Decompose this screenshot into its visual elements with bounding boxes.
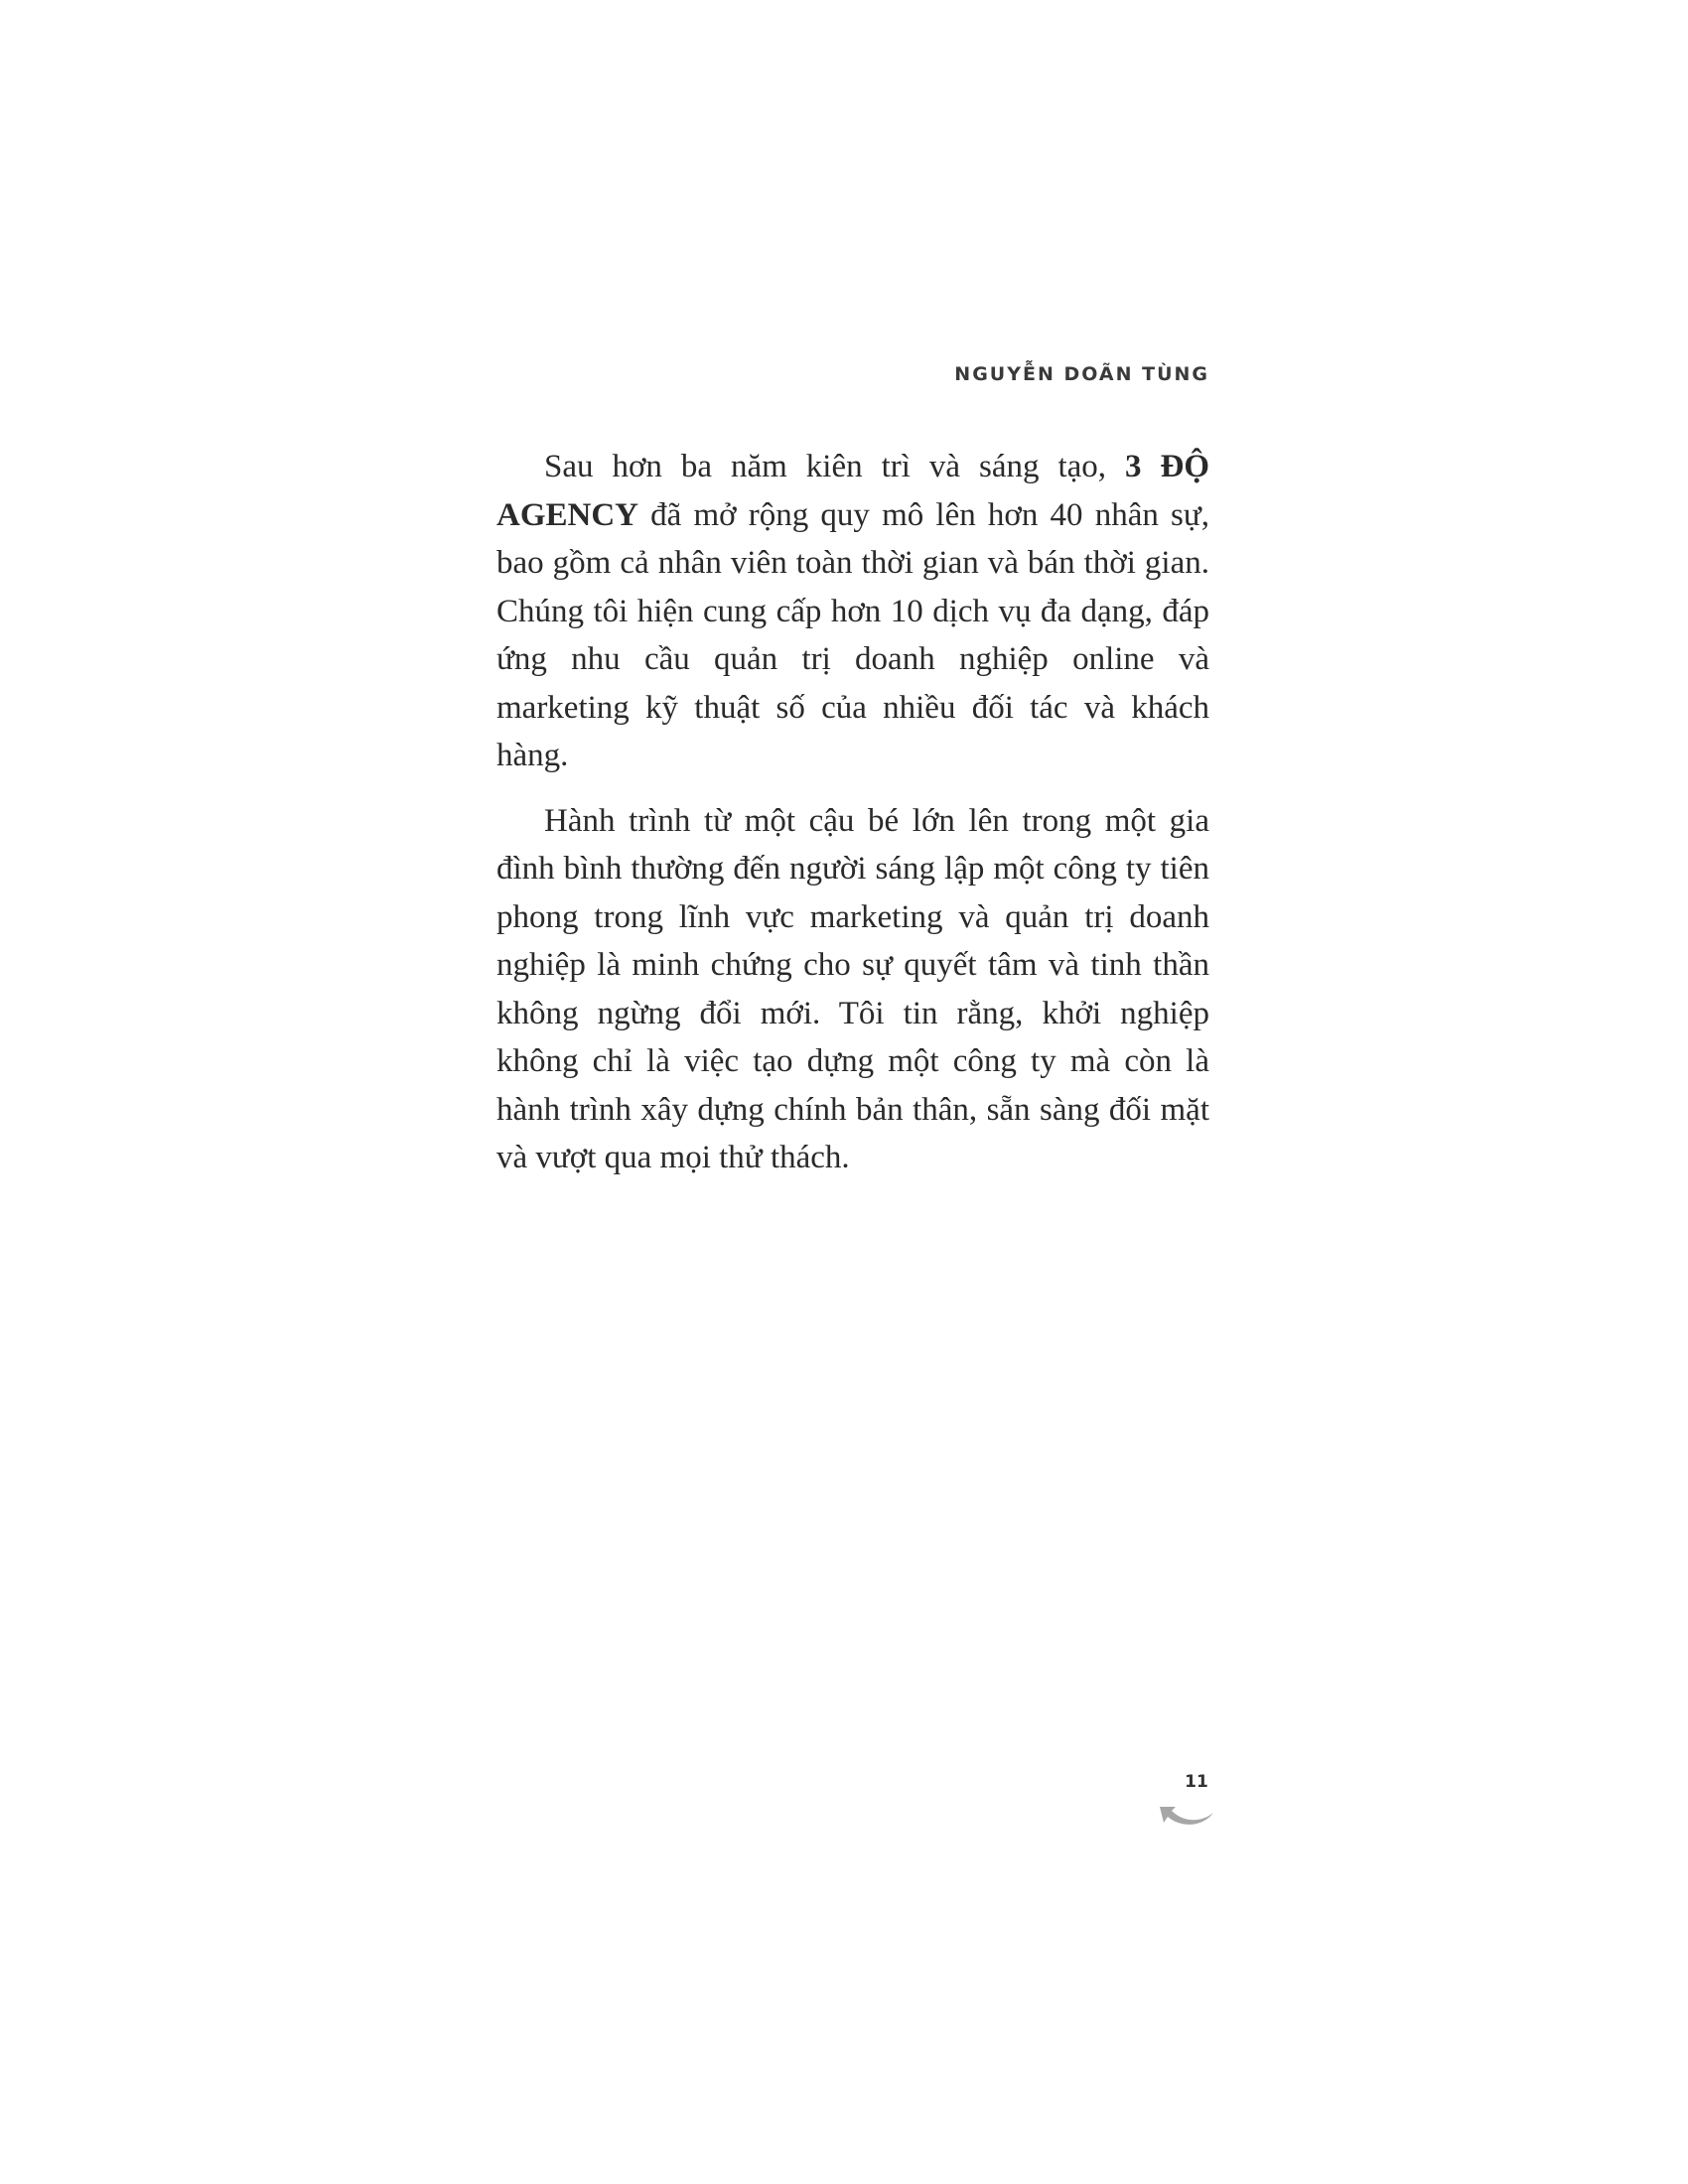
body-text (496, 443, 1209, 1199)
paragraph-1-lead: Sau hơn ba năm kiên trì và sáng tạo, (544, 449, 1126, 484)
page-number: 11 (1185, 1772, 1208, 1792)
paragraph-1-rest: đã mở rộng quy mô lên hơn 40 nhân sự, bao gồm cả nhân viên toàn thời gian và bán thời gian. Chúng tôi hiện cung cấp hơn 10 dịch vụ đa dạng, đáp ứng nhu cầu quản trị doanh nghiệp online và marketing kỹ thuật số của nhiều đối tác và khách hàng. (496, 496, 1209, 773)
curved-arrow-left-icon (1152, 1787, 1221, 1829)
paragraph-2: Hành trình từ một cậu bé lớn lên trong một gia đình bình thường đến người sáng lập một công ty tiên phong trong lĩnh vực marketing và quản trị doanh nghiệp là minh chứng cho sự quyết tâm và tinh thần không ngừng đổi mới. Tôi tin rằng, khởi nghiệp không chỉ là việc tạo dựng một công ty mà còn là hành trình xây dựng chính bản thân, sẵn sàng đối mặt và vượt qua mọi thử thách. (496, 802, 1209, 1175)
running-header-author: NGUYỄN DOÃN TÙNG (954, 363, 1209, 385)
paragraph-1 (496, 443, 1209, 780)
company-name: 3 ĐỘ AGENCY (496, 449, 1210, 533)
